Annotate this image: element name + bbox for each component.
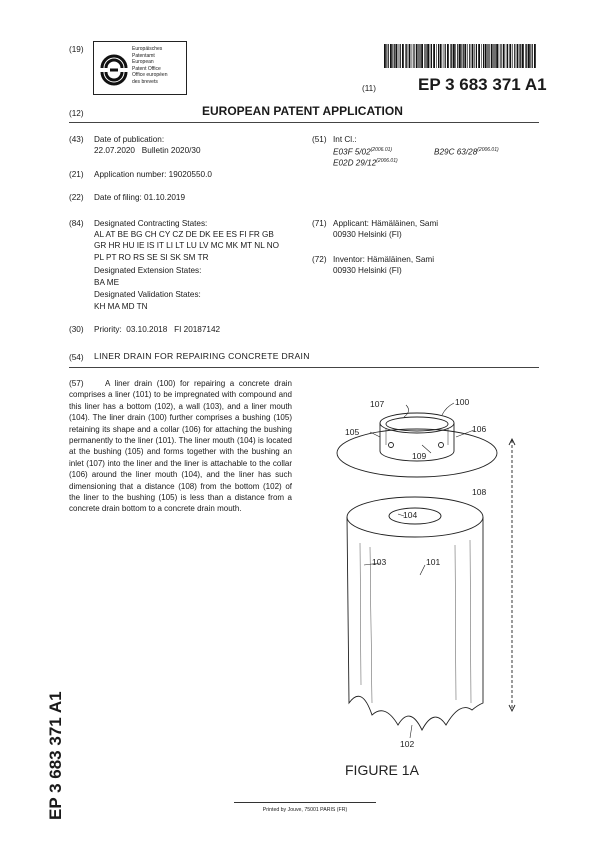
- barcode-bar: [431, 44, 432, 68]
- header-divider: [69, 122, 539, 123]
- barcode-bar: [427, 44, 429, 68]
- fastener-1: [389, 443, 394, 448]
- inid-code-84: (84): [69, 219, 84, 228]
- barcode-bar: [509, 44, 511, 68]
- office-line-3: European: [132, 59, 154, 66]
- barcode-bar: [440, 44, 442, 68]
- barcode-bar: [520, 44, 521, 68]
- barcode-bar: [390, 44, 392, 68]
- inventor-name: Inventor: Hämäläinen, Sami: [333, 255, 435, 264]
- barcode-bar: [433, 44, 435, 68]
- ipc-class-2: B29C $63/28^{(2006.01)}$: [434, 147, 499, 157]
- fastener-2: [439, 443, 444, 448]
- inid-code-43: (43): [69, 135, 84, 144]
- barcode-bar: [478, 44, 480, 68]
- label-109: 109: [412, 451, 427, 461]
- barcode-bar: [522, 44, 524, 68]
- contracting-states-line-3: PL PT RO RS SE SI SK SM TR: [94, 253, 209, 262]
- barcode-bar: [469, 44, 470, 68]
- barcode-bar: [418, 44, 419, 68]
- barcode-bar: [532, 44, 533, 68]
- barcode-bar: [392, 44, 393, 68]
- barcode-bar: [474, 44, 475, 68]
- publication-number: EP 3 683 371 A1: [418, 75, 547, 94]
- barcode-bar: [493, 44, 494, 68]
- barcode-bar: [476, 44, 477, 68]
- barcode-bar: [461, 44, 462, 68]
- barcode-bar: [453, 44, 455, 68]
- barcode-bar: [464, 44, 466, 68]
- validation-states-label: Designated Validation States:: [94, 290, 201, 299]
- barcode-bar: [394, 44, 395, 68]
- barcode-bar: [412, 44, 413, 68]
- printer-footer: Printed by Jouve, 75001 PARIS (FR): [262, 807, 348, 813]
- contracting-states-line-2: GR HR HU IE IS IT LI LT LU LV MC MK MT NL NO: [94, 241, 280, 250]
- bushing-top: [380, 413, 454, 433]
- label-103: 103: [372, 557, 387, 567]
- extension-states-value: BA ME: [94, 278, 120, 287]
- barcode-bar: [530, 44, 531, 68]
- publication-date-value: 22.07.2020 Bulletin 2020/30: [94, 146, 201, 155]
- barcode-bar: [443, 44, 444, 68]
- barcode-bar: [503, 44, 505, 68]
- barcode-bar: [447, 44, 449, 68]
- office-line-1: Europäisches: [132, 46, 163, 52]
- barcode-bar: [451, 44, 452, 68]
- contracting-states-line-1: AL AT BE BG CH CY CZ DE DK EE ES FI FR GB: [94, 230, 274, 239]
- inid-code-71: (71): [312, 219, 327, 228]
- barcode-bar: [467, 44, 468, 68]
- office-line-4: Patent Office: [132, 65, 161, 72]
- barcode-bar: [384, 44, 386, 68]
- inid-code-30: (30): [69, 325, 84, 334]
- figure-caption: FIGURE 1A: [345, 762, 419, 778]
- barcode-bar: [405, 44, 406, 68]
- barcode-bar: [424, 44, 425, 68]
- label-105: 105: [345, 427, 360, 437]
- applicant-name: Applicant: Hämäläinen, Sami: [333, 219, 439, 228]
- barcode-bar: [450, 44, 451, 68]
- barcode-bar: [463, 44, 464, 68]
- barcode-bar: [487, 44, 488, 68]
- footer-divider: [234, 802, 376, 803]
- inid-code-12: (12): [69, 109, 84, 118]
- barcode-bar: [525, 44, 526, 68]
- ipc-class-3: E02D $29/12^{(2006.01)}$: [333, 158, 398, 168]
- barcode-bar: [413, 44, 414, 68]
- inid-code-57: (57): [69, 379, 84, 388]
- barcode-bar: [406, 44, 407, 68]
- barcode-bar: [386, 44, 387, 68]
- barcode-bar: [425, 44, 426, 68]
- inid-code-11: (11): [362, 84, 376, 93]
- barcode-bar: [506, 44, 507, 68]
- barcode-bar: [514, 44, 515, 68]
- inid-code-51: (51): [312, 135, 327, 144]
- barcode-bar: [445, 44, 446, 68]
- figure-drawing: [300, 385, 545, 780]
- barcode-bar: [409, 44, 411, 68]
- barcode-bar: [455, 44, 456, 68]
- barcode-bar: [436, 44, 437, 68]
- label-107: 107: [370, 399, 385, 409]
- abstract-text: A liner drain (100) for repairing a concrete drain comprises a liner (101) to be impregnated with compound and this liner has a bottom (102), a wall (103), and a liner mouth (104). The liner drain (100) further comprises a bushing (105) retaining its shape and a collar (106) for attaching the bushing permanently to the liner (101). The liner mouth (104) is located at the bushing (105) and forms together with the bushing an inlet (107) into the liner and the liner is attachable to the collar (106) around the liner mouth (104), and the liner has such dimensioning that a distance (108) from the bottom (102) of the liner to the bushing (105) is less than a distance from a concrete drain bottom to a concrete drain mouth.: [69, 379, 292, 514]
- invention-title: LINER DRAIN FOR REPAIRING CONCRETE DRAIN: [94, 351, 310, 361]
- inid-code-54: (54): [69, 353, 84, 362]
- title-divider: [69, 367, 539, 368]
- label-101: 101: [426, 557, 441, 567]
- barcode-bar: [500, 44, 501, 68]
- inid-code-21: (21): [69, 170, 84, 179]
- barcode-bar: [496, 44, 498, 68]
- barcode-bar: [421, 44, 423, 68]
- office-line-2: Patentamt: [132, 52, 155, 59]
- barcode-bar: [402, 44, 404, 68]
- office-line-6: des brevets: [132, 78, 158, 85]
- epo-logo-icon: [98, 48, 130, 88]
- barcode-bar: [388, 44, 389, 68]
- ipc-class-1: E03F $5/02^{(2006.01)}$: [333, 147, 393, 157]
- int-cl-label: Int Cl.:: [333, 135, 357, 144]
- side-publication-number: EP 3 683 371 A1: [46, 691, 65, 820]
- epo-logo-box: [93, 41, 187, 95]
- applicant-address: 00930 Helsinki (FI): [333, 230, 402, 239]
- barcode-bar: [494, 44, 495, 68]
- barcode-bar: [398, 44, 399, 68]
- label-104: 104: [403, 510, 418, 520]
- barcode-bar: [395, 44, 397, 68]
- label-108: 108: [472, 487, 487, 497]
- validation-states-value: KH MA MD TN: [94, 302, 148, 311]
- barcode-bar: [438, 44, 439, 68]
- publication-date-label: Date of publication:: [94, 135, 165, 144]
- filing-date: Date of filing: 01.10.2019: [94, 193, 186, 202]
- liner-wall: [347, 517, 483, 730]
- barcode-bar: [528, 44, 530, 68]
- extension-states-label: Designated Extension States:: [94, 266, 202, 275]
- label-106: 106: [472, 424, 487, 434]
- barcode-bar: [507, 44, 508, 68]
- inid-code-19: (19): [69, 45, 84, 54]
- barcode-bar: [459, 44, 461, 68]
- barcode-bar: [419, 44, 420, 68]
- contracting-states-label: Designated Contracting States:: [94, 219, 208, 228]
- barcode-bar: [472, 44, 474, 68]
- label-102: 102: [400, 739, 415, 749]
- barcode-bar: [485, 44, 487, 68]
- barcode-bar: [526, 44, 527, 68]
- barcode-bar: [534, 44, 536, 68]
- barcode: [384, 44, 538, 68]
- barcode-bar: [517, 44, 519, 68]
- barcode-bar: [430, 44, 431, 68]
- inid-code-22: (22): [69, 193, 84, 202]
- barcode-bar: [491, 44, 493, 68]
- label-100: 100: [455, 397, 470, 407]
- barcode-bar: [519, 44, 520, 68]
- barcode-bar: [512, 44, 513, 68]
- barcode-bar: [481, 44, 482, 68]
- office-line-5: Office européen: [132, 72, 168, 79]
- inid-code-72: (72): [312, 255, 327, 264]
- application-number: Application number: 19020550.0: [94, 170, 212, 179]
- barcode-bar: [488, 44, 489, 68]
- barcode-bar: [416, 44, 418, 68]
- document-type: EUROPEAN PATENT APPLICATION: [202, 104, 403, 118]
- inventor-address: 00930 Helsinki (FI): [333, 266, 402, 275]
- priority-info: Priority: 03.10.2018 FI 20187142: [94, 325, 221, 334]
- barcode-bar: [457, 44, 458, 68]
- barcode-bar: [499, 44, 500, 68]
- barcode-bar: [483, 44, 484, 68]
- barcode-bar: [400, 44, 401, 68]
